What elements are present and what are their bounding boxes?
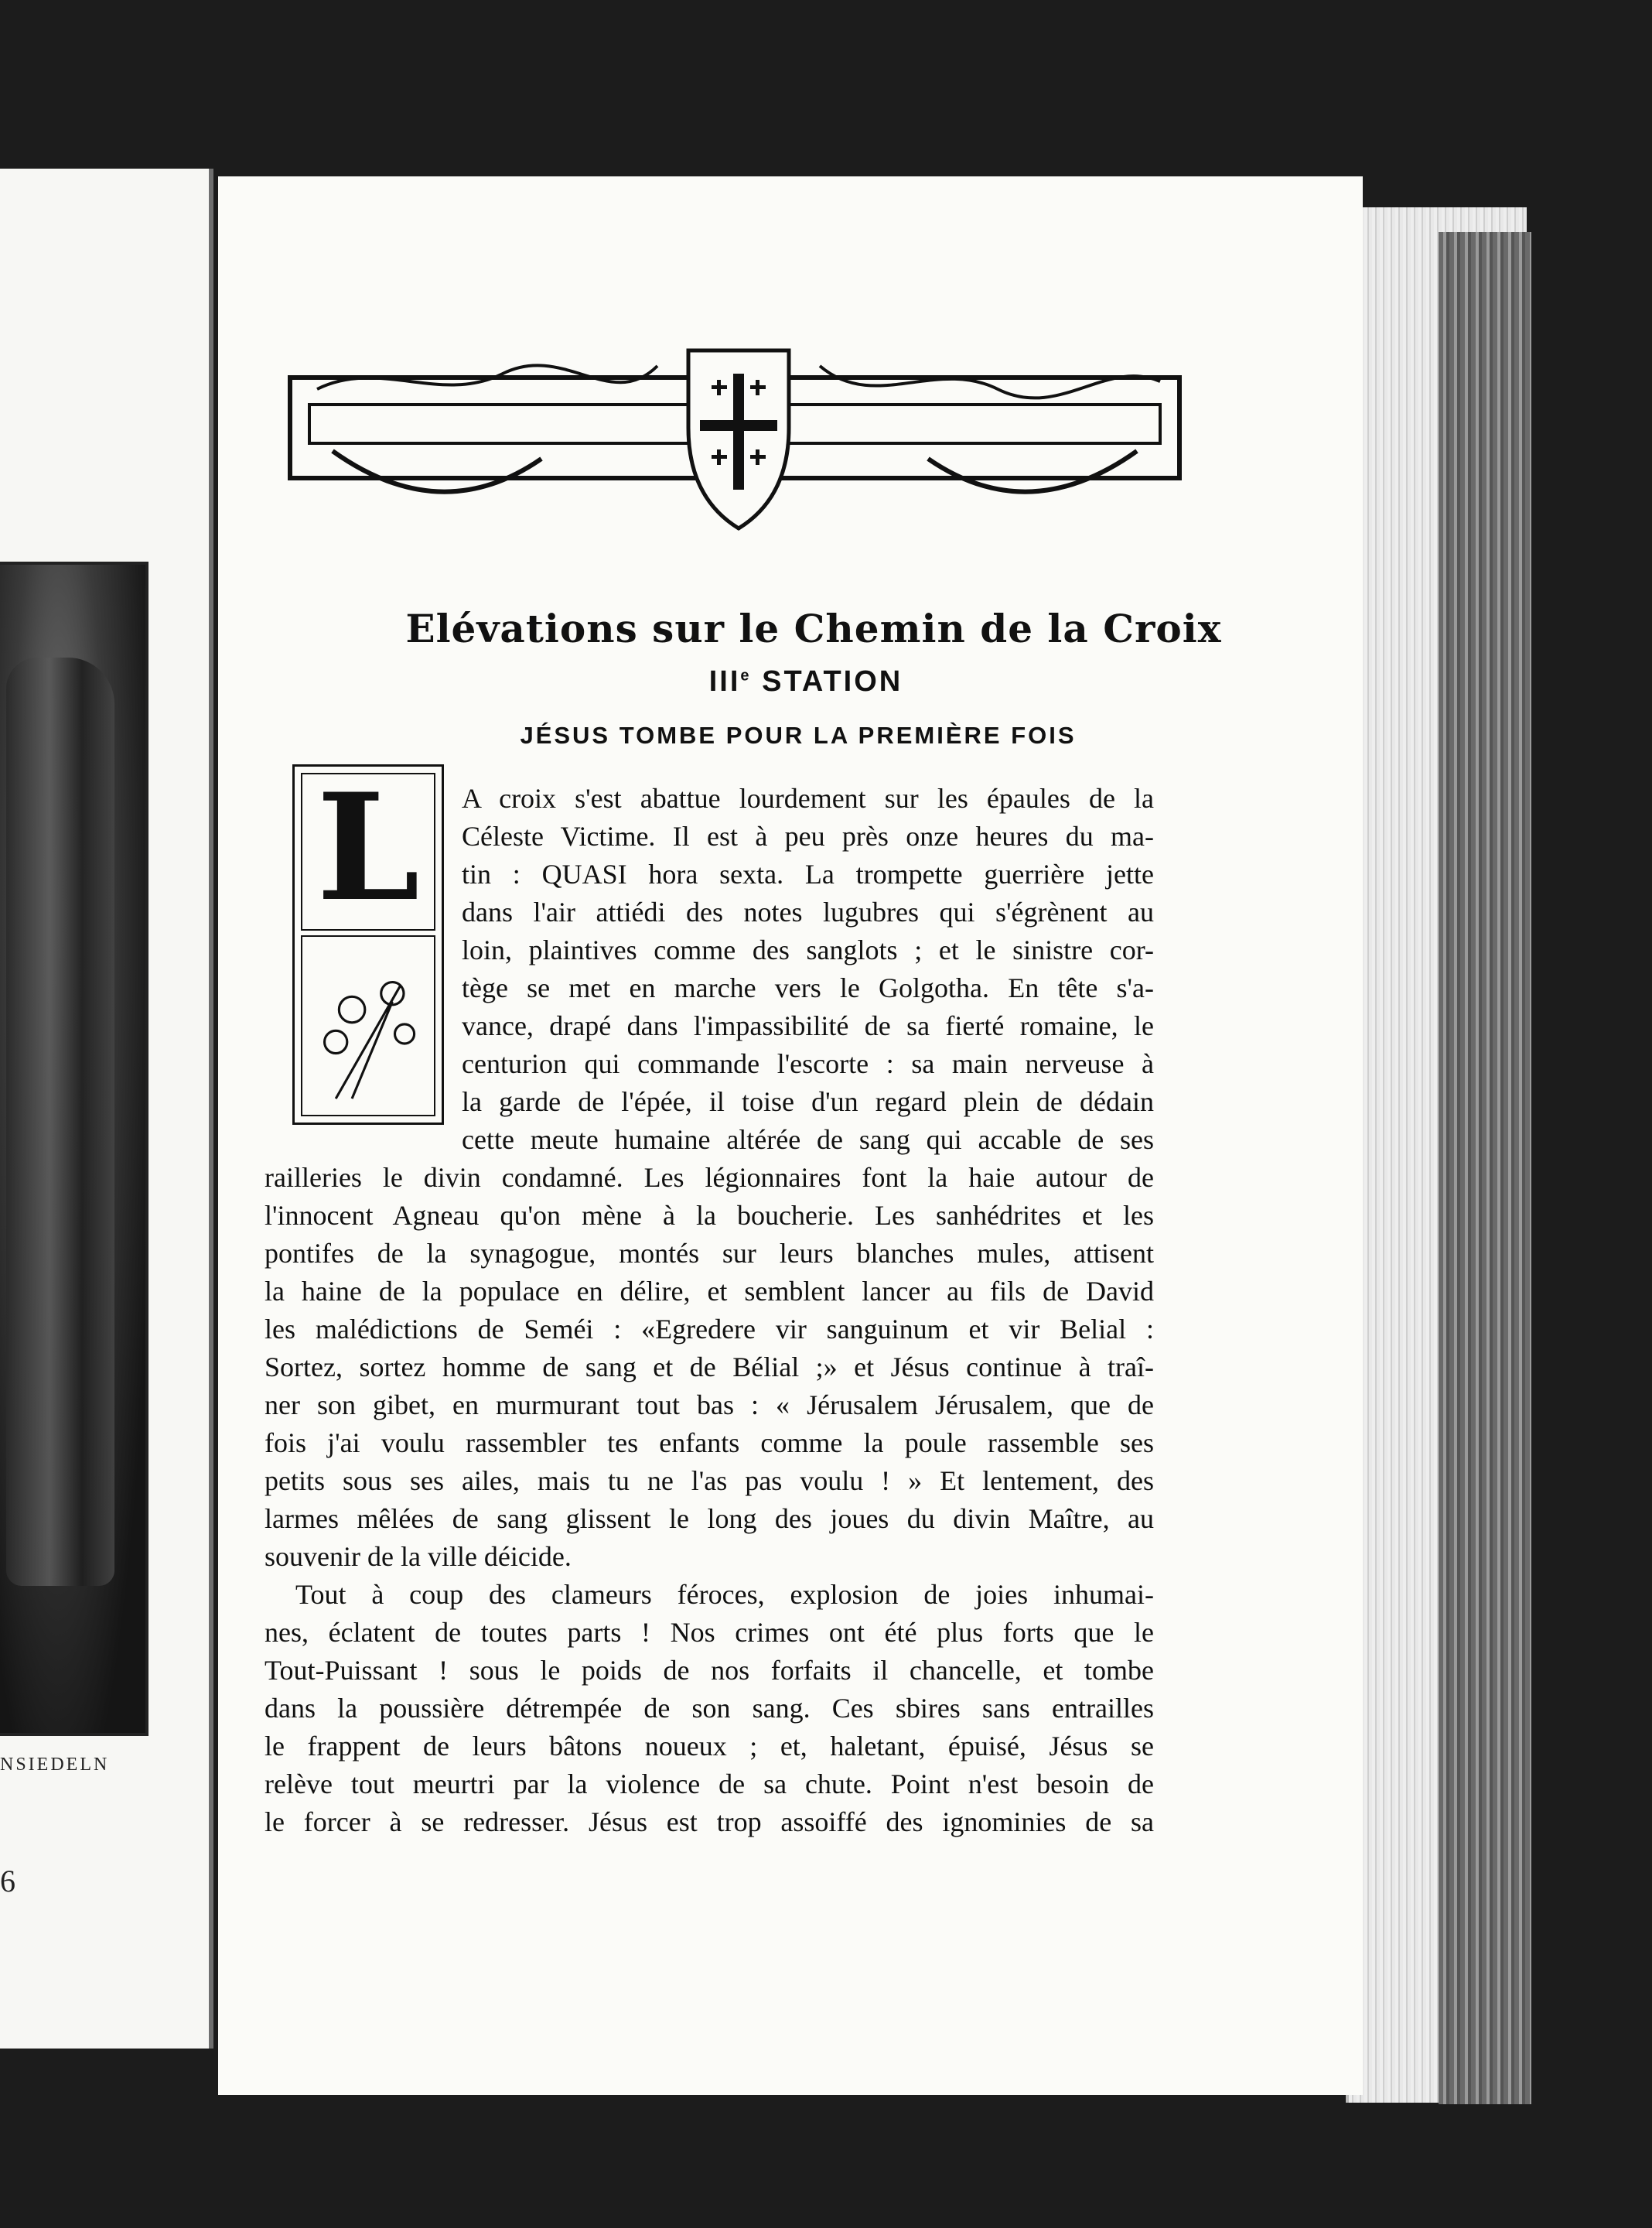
text-line: la garde de l'épée, il toise d'un regard plein de dédain: [462, 1086, 1154, 1117]
text-line: l'innocent Agneau qu'on mène à la boucherie. Les sanhédrites et les: [265, 1200, 1154, 1231]
left-caption: NSIEDELN: [0, 1755, 110, 1775]
text-line: ner son gibet, en murmurant tout bas : « Jérusalem Jérusalem, que de: [265, 1389, 1154, 1420]
engraved-figure: [6, 658, 114, 1586]
station-number: III: [708, 665, 741, 698]
text-line: dans la poussière détrempée de son sang. Ces sbires sans entrailles: [265, 1693, 1154, 1724]
left-page-number: 6: [0, 1864, 15, 1898]
text-line: tège se met en marche vers le Golgotha. En tête s'a-: [462, 972, 1154, 1003]
text-line: le frappent de leurs bâtons noueux ; et, haletant, épuisé, Jésus se: [265, 1731, 1154, 1762]
text-line: Sortez, sortez homme de sang et de Bélial ;» et Jésus continue à traî-: [265, 1351, 1154, 1382]
text-line: railleries le divin condamné. Les légionnaires font la haie autour de: [265, 1162, 1154, 1193]
ornamental-headpiece: [286, 343, 1191, 544]
text-line: la haine de la populace en délire, et semblent lancer au fils de David: [265, 1276, 1154, 1307]
text-line: larmes mêlées de sang glissent le long des joues du divin Maître, au: [265, 1503, 1154, 1534]
text-line: souvenir de la ville déicide.: [265, 1541, 572, 1572]
page-title: Elévations sur le Chemin de la Croix: [405, 606, 1222, 651]
text-line: tin : QUASI hora sexta. La trompette guerrière jette: [462, 859, 1154, 890]
text-line: fois j'ai voulu rassembler tes enfants comme la poule rassemble ses: [265, 1427, 1154, 1458]
text-line: vance, drapé dans l'impassibilité de sa fierté romaine, le: [462, 1010, 1154, 1041]
station-superscript: e: [740, 667, 752, 685]
text-line: nes, éclatent de toutes parts ! Nos crimes ont été plus forts que le: [265, 1617, 1154, 1648]
station-subtitle: JÉSUS TOMBE POUR LA PREMIÈRE FOIS: [520, 722, 1077, 749]
text-line: Tout à coup des clameurs féroces, explosion de joies inhumai-: [295, 1579, 1154, 1610]
drop-cap-letter: L: [316, 761, 420, 934]
text-line: centurion qui commande l'escorte : sa main nerveuse à: [462, 1048, 1154, 1079]
text-line: Tout-Puissant ! sous le poids de nos forfaits il chancelle, et tombe: [265, 1655, 1154, 1686]
left-page: [0, 169, 213, 2049]
text-line: le forcer à se redresser. Jésus est trop assoiffé des ignominies de sa: [265, 1806, 1154, 1837]
station-heading: [218, 665, 1363, 699]
text-line: petits sous ses ailes, mais tu ne l'as pas voulu ! » Et lentement, des: [265, 1465, 1154, 1496]
text-line: les malédictions de Seméi : «Egredere vir sanguinum et vir Belial :: [265, 1314, 1154, 1345]
body-text: [265, 780, 1154, 1841]
text-line: relève tout meurtri par la violence de sa chute. Point n'est besoin de: [265, 1768, 1154, 1799]
text-line: pontifes de la synagogue, montés sur leurs blanches mules, attisent: [265, 1238, 1154, 1269]
left-illustration: [0, 562, 148, 1736]
text-line: Céleste Victime. Il est à peu près onze heures du ma-: [462, 821, 1154, 852]
station-word: STATION: [762, 665, 903, 698]
book-block-edge: [1439, 232, 1531, 2104]
text-line: dans l'air attiédi des notes lugubres qui s'égrènent au: [462, 897, 1154, 928]
text-line: loin, plaintives comme des sanglots ; et le sinistre cor-: [462, 935, 1154, 965]
text-line: A croix s'est abattue lourdement sur les épaules de la: [462, 783, 1154, 814]
right-page: [218, 176, 1363, 2095]
text-line: cette meute humaine altérée de sang qui accable de ses: [462, 1124, 1154, 1155]
